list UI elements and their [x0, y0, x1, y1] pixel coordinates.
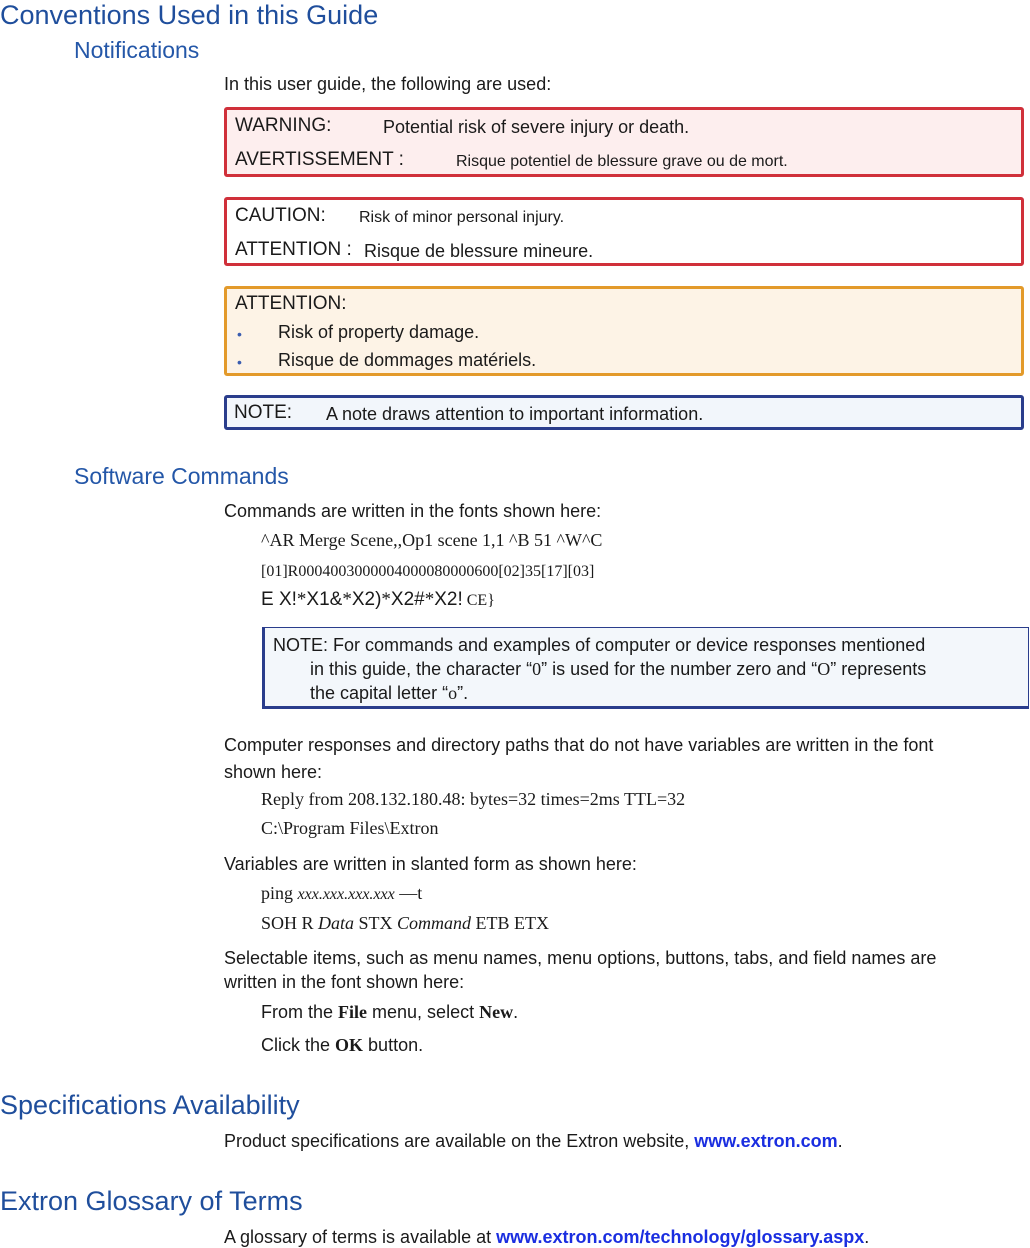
- var-part: STX: [354, 913, 398, 933]
- sel-bold: File: [338, 1002, 368, 1022]
- warning-label: WARNING:: [235, 115, 332, 136]
- spec-end: .: [837, 1131, 843, 1151]
- variable-example-1: [261, 883, 422, 904]
- extron-website-link[interactable]: www.extron.com: [694, 1131, 838, 1151]
- warning-text: Potential risk of severe injury or death.: [383, 117, 690, 137]
- variable-example-2: [261, 913, 549, 934]
- var-italic: xxx.xxx.xxx.xxx: [297, 886, 395, 903]
- software-note-line-2: [310, 658, 926, 680]
- sel-bold: New: [479, 1002, 514, 1022]
- sel-part: menu, select: [367, 1002, 480, 1022]
- command-example-3: [261, 589, 495, 612]
- glossary-link[interactable]: www.extron.com/technology/glossary.aspx: [496, 1227, 865, 1247]
- cmd3-part: *: [342, 589, 352, 610]
- note-text-part: ”.: [457, 683, 469, 703]
- software-note-line-1: NOTE: For commands and examples of computer or device responses mentioned: [273, 635, 926, 655]
- software-intro: Commands are written in the fonts shown here:: [224, 501, 602, 521]
- var-part: —t: [394, 883, 423, 903]
- sel-part: From the: [261, 1002, 339, 1022]
- caution-label: CAUTION:: [235, 205, 326, 226]
- warning-fr-text: Risque potentiel de blessure grave ou de mort.: [456, 153, 788, 170]
- sel-bold: OK: [335, 1035, 364, 1055]
- software-note-line-3: [310, 682, 468, 704]
- selectable-example-2: [261, 1034, 423, 1056]
- selectable-intro-line-1: Selectable items, such as menu names, menu options, buttons, tabs, and field names are: [224, 948, 937, 968]
- warning-fr-label: AVERTISSEMENT :: [235, 149, 404, 170]
- var-part: SOH R: [261, 913, 319, 933]
- sel-part: .: [513, 1002, 519, 1022]
- var-part: ping: [261, 883, 298, 903]
- note-box: [224, 395, 1024, 430]
- cmd3-part: X2#: [390, 589, 425, 610]
- note-zero-glyph: 0: [532, 659, 542, 679]
- warning-box: [224, 107, 1024, 177]
- notifications-intro: In this user guide, the following are used:: [224, 74, 552, 94]
- cmd3-part: X2): [351, 589, 382, 610]
- notifications-heading: Notifications: [74, 37, 200, 63]
- var-italic: Data: [318, 913, 355, 933]
- selectable-intro-line-2: written in the font shown here:: [224, 972, 465, 992]
- note-text-part: the capital letter “: [310, 683, 449, 703]
- sel-part: Click the: [261, 1035, 336, 1055]
- specifications-text: [224, 1130, 843, 1152]
- note-text-part: ” is used for the number zero and “: [541, 659, 818, 679]
- attention-item-2: Risque de dommages matériels.: [278, 350, 537, 370]
- caution-fr-text: Risque de blessure mineure.: [364, 241, 594, 261]
- cmd3-part: *: [381, 589, 391, 610]
- note-text-part: ” represents: [830, 659, 927, 679]
- var-italic: Command: [397, 913, 472, 933]
- glossary-text: [224, 1226, 869, 1248]
- bullet-icon: •: [237, 326, 242, 342]
- attention-item-1: Risk of property damage.: [278, 322, 480, 342]
- glossary-heading: Extron Glossary of Terms: [0, 1186, 303, 1216]
- var-part: ETB ETX: [471, 913, 550, 933]
- bullet-icon: •: [237, 354, 242, 370]
- caution-fr-label: ATTENTION :: [235, 239, 352, 260]
- attention-box: [224, 286, 1024, 376]
- response-example-1: Reply from 208.132.180.48: bytes=32 times=2ms TTL=32: [261, 789, 686, 809]
- cmd3-part: *: [424, 589, 435, 610]
- caution-box: [224, 197, 1024, 266]
- variables-intro: Variables are written in slanted form as shown here:: [224, 854, 637, 874]
- spec-text: Product specifications are available on the Extron website,: [224, 1131, 695, 1151]
- software-note-box: [262, 627, 1029, 709]
- selectable-example-1: [261, 1001, 518, 1023]
- note-text-part: in this guide, the character “: [310, 659, 533, 679]
- attention-label: ATTENTION:: [235, 293, 347, 314]
- sel-part: button.: [363, 1035, 424, 1055]
- responses-intro-line-2: shown here:: [224, 762, 323, 782]
- note-text: A note draws attention to important information.: [326, 404, 704, 424]
- software-commands-heading: Software Commands: [74, 463, 289, 489]
- caution-text: Risk of minor personal injury.: [359, 209, 565, 226]
- cmd3-part: CE}: [462, 592, 495, 609]
- cmd3-part: X1&: [306, 589, 343, 610]
- note-O-glyph: O: [817, 659, 831, 679]
- note-label: NOTE:: [234, 402, 293, 423]
- note-o-glyph: o: [448, 683, 458, 703]
- cmd3-part: E X!: [261, 589, 297, 610]
- cmd3-part: *: [296, 589, 307, 610]
- glossary-end: .: [864, 1227, 870, 1247]
- specifications-heading: Specifications Availability: [0, 1090, 300, 1120]
- responses-intro-line-1: Computer responses and directory paths that do not have variables are written in the font: [224, 735, 934, 755]
- command-example-2: [01]R0004003000004000080000600[02]35[17][03]: [261, 563, 595, 580]
- command-example-1: ^AR Merge Scene,,Op1 scene 1,1 ^B 51 ^W^C: [261, 530, 603, 550]
- page-title: Conventions Used in this Guide: [0, 0, 379, 30]
- glossary-intro: A glossary of terms is available at: [224, 1227, 497, 1247]
- cmd3-part: X2!: [434, 589, 463, 610]
- response-example-2: C:\Program Files\Extron: [261, 818, 439, 838]
